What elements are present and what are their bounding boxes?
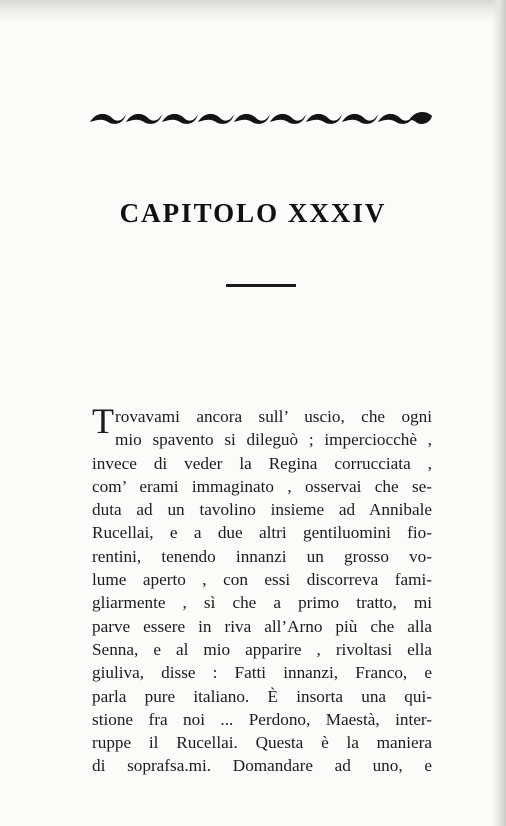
text-line: lume aperto , con essi discorreva fami- <box>92 570 432 590</box>
text-line: duta ad un tavolino insieme ad Annibale <box>92 500 432 520</box>
drop-cap: T <box>92 401 114 441</box>
title-rule <box>226 284 296 287</box>
scan-top-edge <box>0 0 506 22</box>
text-line: rentini, tenendo innanzi un grosso vo- <box>92 546 432 566</box>
text-line: parve essere in riva all’Arno più che alla <box>92 616 432 636</box>
text-line: ruppe il Rucellai. Questa è la maniera <box>92 733 432 753</box>
text-line: mio spavento si dileguò ; imperciocchè , <box>115 430 432 450</box>
chapter-title: CAPITOLO XXXIV <box>119 198 387 228</box>
text-line: parla pure italiano. È insorta una qui- <box>92 686 432 706</box>
text-line: stione fra noi ... Perdono, Maestà, inter- <box>92 709 432 729</box>
body-text <box>92 401 432 778</box>
wave-ornament-icon <box>88 106 434 130</box>
text-line: gliarmente , sì che a primo tratto, mi <box>92 593 432 613</box>
text-line: com’ erami immaginato , osservai che se- <box>92 476 432 496</box>
text-line: Senna, e al mio apparire , rivoltasi ella <box>92 639 432 659</box>
text-line: Rucellai, e a due altri gentiluomini fio- <box>92 523 432 543</box>
text-line: invece di veder la Regina corrucciata , <box>92 453 432 473</box>
text-line: giuliva, disse : Fatti innanzi, Franco, e <box>92 663 432 683</box>
text-line: di soprafsa.mi. Domandare ad uno, e <box>92 756 432 776</box>
text-line: rovavami ancora sull’ uscio, che ogni <box>115 407 432 426</box>
scan-right-edge <box>492 0 506 826</box>
